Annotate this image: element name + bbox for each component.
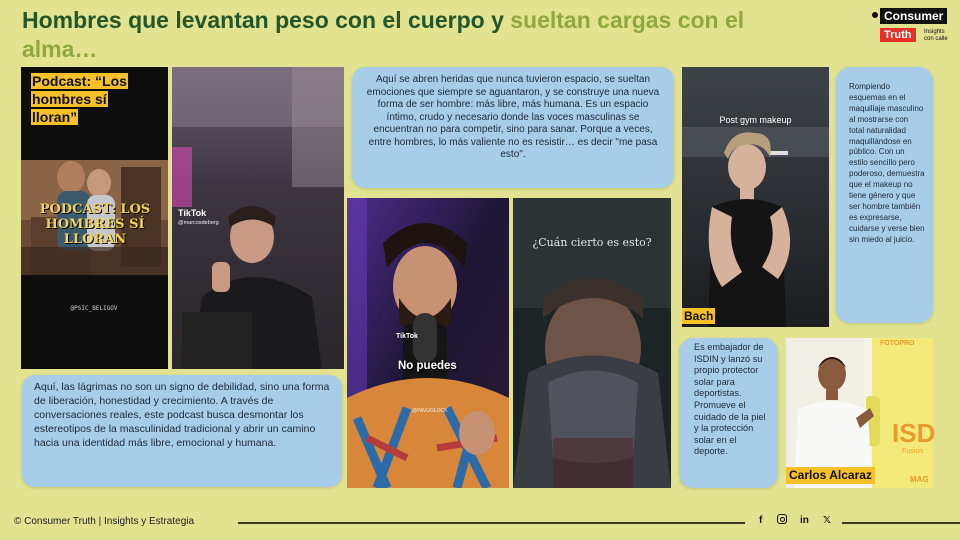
no-puedes-video-thumbnail[interactable] <box>347 198 509 488</box>
instagram-icon[interactable] <box>777 514 787 524</box>
logo-dot <box>872 12 878 18</box>
tiktok-brand: TikTok <box>178 208 207 218</box>
text-bubble-makeup: Rompiendo esquemas en el maquillaje masculino al mostrarse con total naturalidad maquillándose en público. Con un estilo sencillo pero poderoso, demuestra que el makeup no tiene género y que ser hombre también es expresarse, cuidarse y verse bien sin miedo al juicio. <box>836 67 933 323</box>
podcast-image-title: PODCAST: LOS HOMBRES SÍ LLORAN <box>39 202 151 247</box>
no-puedes-caption: No puedes <box>398 360 457 372</box>
page-title <box>22 6 782 64</box>
tiktok-handle: @marcosdeberg <box>178 220 219 226</box>
isdin-sign-small: FOTOPRO <box>880 340 915 347</box>
bach-label: Bach <box>684 309 714 323</box>
carlos-alcaraz-image <box>786 338 936 488</box>
no-puedes-handle: @PAVUOLOCK <box>412 408 448 414</box>
isdin-sign-fusion: Fusion <box>902 448 924 455</box>
tiktok-video-thumbnail[interactable] <box>172 67 344 369</box>
bach-image <box>682 67 829 327</box>
footer-divider-right <box>842 522 960 524</box>
footer-divider-left <box>238 522 745 524</box>
facebook-icon[interactable]: f <box>759 515 763 526</box>
podcast-handle: @PSIC_BELIGOV <box>70 305 118 312</box>
no-puedes-tiktok-brand: TikTok <box>396 333 418 340</box>
isdin-sign-mag: MAG <box>910 475 929 484</box>
isdin-sign-text: ISD <box>892 418 936 448</box>
carlos-alcaraz-label: Carlos Alcaraz <box>786 467 875 484</box>
consumer-truth-logo <box>872 6 952 48</box>
twitter-icon[interactable]: 𝕏 <box>823 515 832 526</box>
text-bubble-isdin: Es embajador de ISDIN y lanzó su propio protector solar para deportistas. Promueve el cuidado de la piel y la protección solar en el deporte. <box>679 338 778 488</box>
logo-tagline: Insights con calle <box>924 29 948 42</box>
podcast-label: Podcast: “Los hombres sí lloran” <box>32 73 127 125</box>
title-part-light: sueltan cargas con el alma… <box>22 7 745 62</box>
logo-consumer: Consumer <box>880 8 947 24</box>
title-part-dark: Hombres que levantan peso con el cuerpo y <box>22 7 511 33</box>
text-bubble-lagrimas: Aquí, las lágrimas no son un signo de debilidad, sino una forma de liberación, honestidad y crecimiento. A través de conversaciones reales, este podcast busca desmontar los estereotipos de la masculinidad tradicional y abrir un camino hacia una identidad más libre, emocional y humana. <box>22 375 342 487</box>
footer-copyright: © Consumer Truth | Insights y Estrategia <box>14 516 195 527</box>
cuan-cierto-caption: ¿Cuán cierto es esto? <box>532 236 652 249</box>
logo-truth: Truth <box>880 28 916 42</box>
bach-caption: Post gym makeup <box>719 115 792 125</box>
linkedin-icon[interactable]: in <box>800 515 809 526</box>
text-bubble-heridas: Aquí se abren heridas que nunca tuvieron espacio, se sueltan emociones que siempre se aguantaron, y se construye una nueva forma de ser hombre: más libre, más humana. Es un espacio íntimo, crudo y necesario donde las voces masculinas se encuentran no para competir, sino para sanar. Porque a veces, entre hombres, lo más valiente no es resistir… es decir "me pasa esto". <box>352 67 674 188</box>
